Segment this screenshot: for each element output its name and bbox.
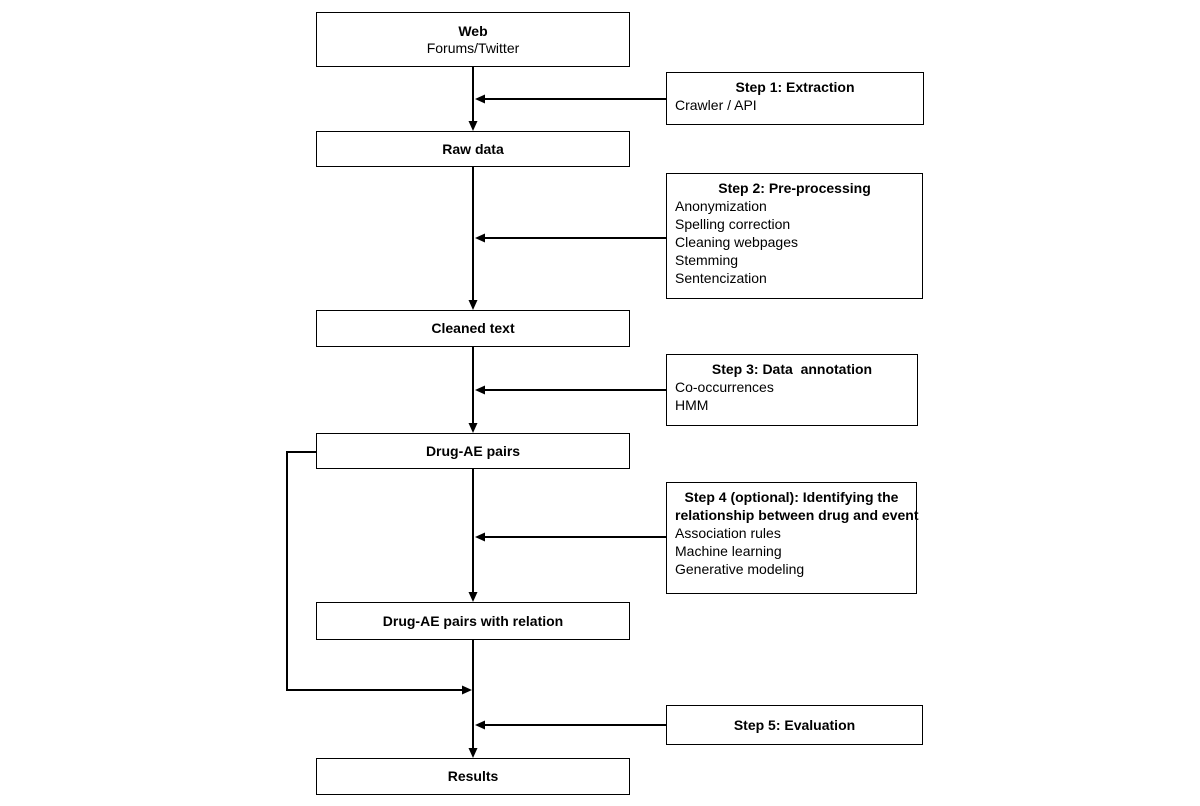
node-web [316,12,630,67]
step-3-item: HMM [675,397,709,413]
node-cleaned-text-title: Cleaned text [431,320,515,336]
step-1-item: Crawler / API [675,97,757,113]
step-2-item: Stemming [675,252,739,268]
step-4-item: Machine learning [675,543,782,559]
step-3-item: Co-occurrences [675,379,774,395]
step-2-item: Sentencization [675,270,767,286]
step-5-title: Step 5: Evaluation [733,717,856,733]
step-2-item: Spelling correction [675,216,791,232]
step-4-title: Step 4 (optional): Identifying the relationship between drug and event [675,489,919,523]
step-2-item: Cleaning webpages [675,234,798,250]
step-4-item: Generative modeling [675,561,805,577]
step-box-5-evaluation [666,705,923,745]
node-drug-ae-pairs-with-relation-title: Drug-AE pairs with relation [382,612,564,629]
node-results [316,758,630,795]
step-2-title: Step 2: Pre-processing [718,180,871,196]
step-3-title: Step 3: Data annotation [711,361,873,377]
step-box-3-data-annotation [666,354,918,426]
step-2-item: Anonymization [675,198,767,214]
flow-arrows [287,67,666,749]
node-web-subtitle: Forums/Twitter [426,39,520,56]
step-box-2-preprocessing [666,173,923,299]
step-box-4-relationship [666,482,917,594]
node-drug-ae-pairs-with-relation [316,602,630,640]
step-1-title: Step 1: Extraction [735,79,855,95]
node-drug-ae-pairs [316,433,630,469]
node-raw-data-title: Raw data [442,140,504,157]
node-cleaned-text [316,310,630,347]
step-4-item: Association rules [675,525,781,541]
node-drug-ae-pairs-title: Drug-AE pairs [425,442,521,459]
node-raw-data [316,131,630,167]
step-box-1-extraction [666,72,924,125]
node-results-title: Results [447,768,499,784]
node-web-title: Web [458,22,488,39]
